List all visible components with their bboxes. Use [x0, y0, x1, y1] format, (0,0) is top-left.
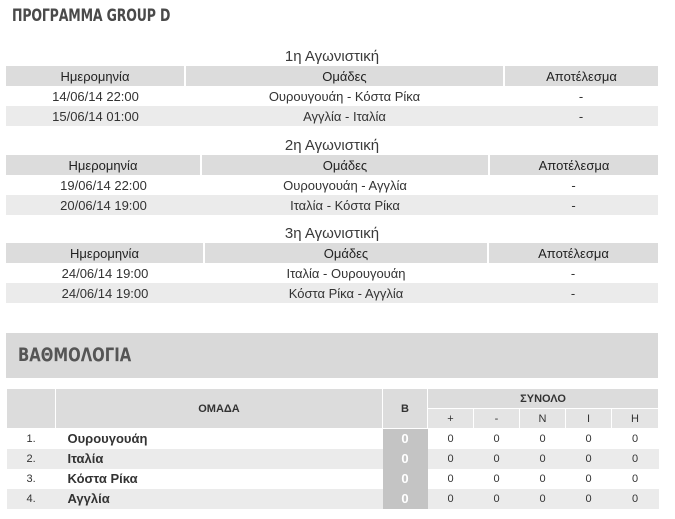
standing-losses: 0 [631, 432, 639, 445]
standing-wins: 0 [539, 472, 546, 485]
match-teams: Ιταλία - Κόστα Ρίκα [201, 195, 489, 215]
teams-column-header: Ομάδες [204, 243, 488, 263]
standing-wins: 0 [520, 449, 566, 469]
standing-team: Ιταλία [56, 449, 383, 469]
standing-points: 0 [383, 469, 428, 489]
position-column-header [7, 389, 56, 429]
losses-column-header: Η [612, 409, 659, 429]
standings-row [7, 449, 659, 469]
match-date: 15/06/14 01:00 [6, 106, 185, 126]
match-result: - [570, 265, 576, 281]
standing-team: Αγγλία [56, 489, 383, 509]
points-column-header: Β [383, 389, 428, 429]
round-1-title: 1η Αγωνιστική [284, 48, 380, 65]
standing-position: 2. [7, 449, 56, 469]
match-teams: Κόστα Ρίκα - Αγγλία [204, 283, 488, 303]
standing-goals-against: 0 [493, 432, 500, 445]
standing-points: 0 [383, 429, 428, 449]
date-column-header: Ημερομηνία [6, 243, 204, 263]
standing-goals-for: 0 [447, 432, 454, 445]
date-column-header: Ημερομηνία [6, 66, 185, 86]
standing-goals-against: 0 [493, 472, 500, 485]
match-result: - [488, 283, 658, 303]
match-date: 14/06/14 22:00 [52, 88, 139, 104]
standing-wins: 0 [539, 432, 546, 445]
teams-column-header: Ομάδες [201, 155, 489, 175]
standings-header [6, 333, 658, 378]
date-column-header: Ημερομηνία [6, 155, 201, 175]
match-teams: Αγγλία - Ιταλία [185, 106, 504, 126]
standing-goals-against: 0 [474, 449, 520, 469]
match-result: - [504, 106, 658, 126]
match-row [6, 263, 658, 283]
round-3-title: 3η Αγωνιστική [284, 225, 380, 242]
total-column-group-header: ΣΥΝΟΛΟ [428, 389, 659, 409]
standings-row [7, 489, 659, 509]
standing-position: 1. [26, 432, 36, 445]
standing-losses: 0 [612, 449, 659, 469]
standing-goals-for: 0 [428, 489, 474, 509]
standing-losses: 0 [631, 472, 639, 485]
standing-team: Κόστα Ρίκα [67, 471, 138, 486]
standings-title: ΒΑΘΜΟΛΟΓΙΑ [18, 344, 132, 366]
standings-table [6, 388, 659, 509]
match-date: 24/06/14 19:00 [6, 283, 204, 303]
match-result: - [489, 195, 658, 215]
match-teams: Ουρουγουάη - Κόστα Ρίκα [268, 88, 421, 104]
standing-draws: 0 [585, 472, 592, 485]
round-2-title: 2η Αγωνιστική [284, 137, 380, 154]
goals-for-column-header: + [428, 409, 474, 429]
match-row [6, 86, 658, 106]
standing-goals-for: 0 [428, 449, 474, 469]
wins-column-header: Ν [520, 409, 566, 429]
round-3-fixtures-table [6, 243, 658, 303]
match-row [6, 195, 658, 215]
standing-draws: 0 [566, 449, 612, 469]
teams-column-header: Ομάδες [185, 66, 504, 86]
round-2-fixtures-table [6, 155, 658, 215]
standing-wins: 0 [520, 489, 566, 509]
standing-losses: 0 [612, 489, 659, 509]
match-date: 19/06/14 22:00 [60, 177, 147, 193]
standing-draws: 0 [585, 432, 592, 445]
match-result: - [578, 88, 584, 104]
goals-against-column-header: - [474, 409, 520, 429]
round-1-fixtures-table [6, 66, 658, 126]
match-row [6, 106, 658, 126]
result-column-header: Αποτέλεσμα [488, 243, 658, 263]
result-column-header: Αποτέλεσμα [489, 155, 658, 175]
draws-column-header: Ι [566, 409, 612, 429]
page-title: ΠΡΟΓΡΑΜΜΑ GROUP D [12, 6, 171, 26]
match-row [6, 283, 658, 303]
standing-points: 0 [383, 489, 428, 509]
match-date: 20/06/14 19:00 [6, 195, 201, 215]
standing-position: 4. [7, 489, 56, 509]
standing-draws: 0 [566, 489, 612, 509]
standing-goals-for: 0 [447, 472, 454, 485]
standing-points: 0 [383, 449, 428, 469]
result-column-header: Αποτέλεσμα [504, 66, 658, 86]
standings-row [7, 429, 659, 449]
match-teams: Ιταλία - Ουρουγουάη [286, 265, 406, 281]
standing-position: 3. [26, 472, 36, 485]
match-result: - [571, 177, 576, 193]
standing-goals-against: 0 [474, 489, 520, 509]
match-date: 24/06/14 19:00 [61, 265, 149, 281]
standings-row [7, 469, 659, 489]
team-column-header: ΟΜΑΔΑ [56, 389, 383, 429]
standing-team: Ουρουγουάη [67, 431, 148, 447]
match-teams: Ουρουγουάη - Αγγλία [283, 177, 407, 193]
match-row [6, 175, 658, 195]
